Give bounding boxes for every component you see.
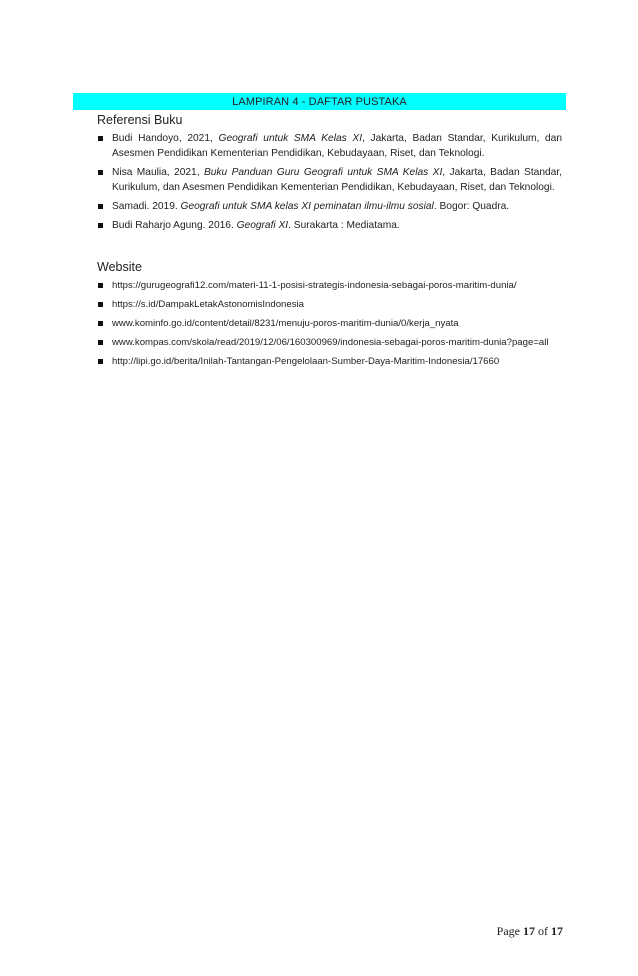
square-bullet-icon [98, 283, 103, 288]
website-reference-item [97, 316, 562, 331]
website-reference-item [97, 297, 562, 312]
book-title: Geografi untuk SMA Kelas XI [218, 133, 363, 144]
book-title: Geografi untuk SMA kelas XI peminatan ilmu-ilmu sosial [180, 201, 434, 212]
book-reference-item: Samadi. 2019. Geografi untuk SMA kelas XI peminatan ilmu-ilmu sosial. Bogor: Quadra. [97, 199, 562, 214]
website-url: www.kominfo.go.id/content/detail/8231/menuju-poros-maritim-dunia/0/kerja_nyata [112, 318, 459, 329]
square-bullet-icon [98, 302, 103, 307]
website-reference-list [97, 278, 562, 373]
page-number [497, 924, 563, 939]
website-url: https://gurugeografi12.com/materi-11-1-posisi-strategis-indonesia-sebagai-poros-maritim-dunia/ [112, 280, 517, 291]
appendix-title: LAMPIRAN 4 - DAFTAR PUSTAKA [232, 95, 407, 108]
square-bullet-icon [98, 340, 103, 345]
book-title: Geografi XI [236, 220, 289, 231]
website-url: http://lipi.go.id/berita/Inilah-Tantangan-Pengelolaan-Sumber-Daya-Maritim-Indonesia/17660 [112, 356, 500, 367]
book-reference-item: Budi Raharjo Agung. 2016. Geografi XI. Surakarta : Mediatama. [97, 218, 562, 233]
square-bullet-icon [98, 321, 103, 326]
square-bullet-icon [98, 204, 103, 209]
book-references-heading: Referensi Buku [97, 113, 183, 127]
book-reference-item: Budi Handoyo, 2021, Geografi untuk SMA Kelas XI, Jakarta, Badan Standar, Kurikulum, dan Asesmen Pendidikan Kementerian Pendidikan, Kebudayaan, Riset, dan Teknologi. [97, 131, 562, 161]
website-url: www.kompas.com/skola/read/2019/12/06/160300969/indonesia-sebagai-poros-maritim-dunia?page=all [112, 337, 549, 348]
website-reference-item [97, 354, 562, 369]
total-pages: 17 [551, 924, 563, 938]
website-references-heading: Website [97, 260, 142, 274]
square-bullet-icon [98, 136, 103, 141]
book-reference-item: Nisa Maulia, 2021, Buku Panduan Guru Geografi untuk SMA Kelas XI, Jakarta, Badan Standar, Kurikulum, dan Asesmen Pendidikan Kementerian Pendidikan, Kebudayaan, Riset, dan Teknologi. [97, 165, 562, 195]
website-url: https://s.id/DampakLetakAstonomisIndonesia [112, 299, 304, 310]
of-word: of [538, 924, 548, 938]
book-title: Buku Panduan Guru Geografi untuk SMA Kelas XI [203, 167, 443, 178]
website-reference-item [97, 278, 562, 293]
square-bullet-icon [98, 223, 103, 228]
book-reference-list [97, 131, 562, 237]
square-bullet-icon [98, 359, 103, 364]
square-bullet-icon [98, 170, 103, 175]
page-word: Page [496, 924, 520, 938]
appendix-banner [73, 93, 566, 110]
current-page: 17 [523, 924, 535, 938]
website-reference-item [97, 335, 562, 350]
